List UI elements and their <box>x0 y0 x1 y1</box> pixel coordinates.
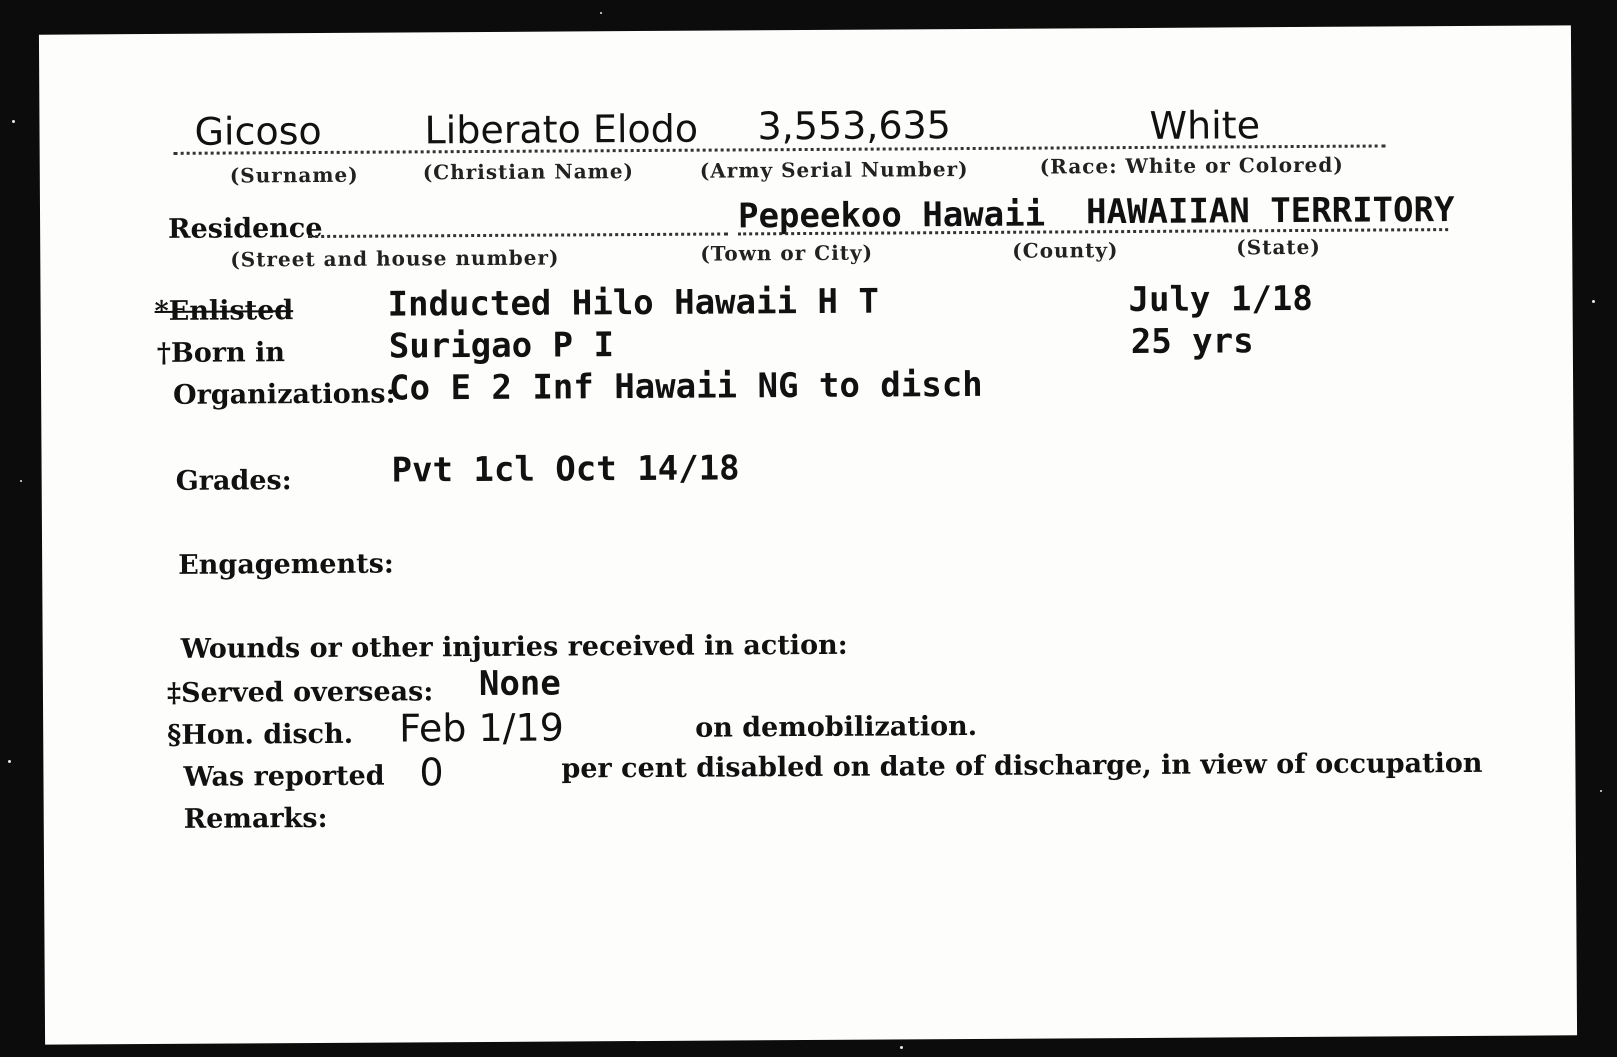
scan-speck <box>8 760 11 763</box>
demobilization-text: on demobilization. <box>695 710 978 744</box>
born-label: †Born in <box>156 337 286 369</box>
overseas-value: None <box>478 663 561 705</box>
residence-dotted-line <box>308 232 728 238</box>
organizations-value: Co E 2 Inf Hawaii NG to disch <box>388 364 983 409</box>
was-reported-label: Was reported <box>183 760 385 793</box>
scan-speck <box>20 480 22 482</box>
serial-number-value: 3,553,635 <box>757 103 952 149</box>
residence-label: Residence <box>168 212 323 245</box>
scan-speck <box>900 1046 903 1049</box>
grades-value: Pvt 1cl Oct 14/18 <box>391 448 740 491</box>
residence-town-value: Pepeekoo Hawaii <box>737 194 1046 237</box>
serial-number-caption: (Army Serial Number) <box>699 157 969 183</box>
street-caption: (Street and house number) <box>230 245 560 272</box>
wounds-label: Wounds or other injuries received in action: <box>180 629 848 665</box>
organizations-label: Organizations: <box>173 378 396 411</box>
christian-name-value: Liberato Elodo <box>424 106 699 153</box>
surname-value: Gicoso <box>194 108 322 154</box>
grades-label: Grades: <box>175 465 292 497</box>
residence-state-value: HAWAIIAN TERRITORY <box>1085 190 1455 233</box>
town-caption: (Town or City) <box>700 240 874 266</box>
hon-disch-label: §Hon. disch. <box>167 718 354 751</box>
age-value: 25 yrs <box>1130 321 1254 363</box>
remarks-label: Remarks: <box>183 802 328 835</box>
race-caption: (Race: White or Colored) <box>1039 152 1344 179</box>
percent-disabled-value: 0 <box>419 750 444 795</box>
state-caption: (State) <box>1236 234 1321 260</box>
engagements-label: Engagements: <box>178 548 394 581</box>
service-record-card <box>39 25 1577 1044</box>
scan-speck <box>1592 300 1595 303</box>
surname-caption: (Surname) <box>229 162 359 188</box>
enlisted-label: *Enlisted <box>154 295 294 327</box>
scan-speck <box>12 120 15 123</box>
induction-date-value: July 1/18 <box>1128 278 1313 321</box>
race-value: White <box>1149 103 1261 148</box>
inducted-value: Inducted Hilo Hawaii H T <box>387 281 879 325</box>
christian-name-caption: (Christian Name) <box>422 159 635 185</box>
disabled-text: per cent disabled on date of discharge, in view of occupation <box>561 747 1483 785</box>
scan-speck <box>600 12 602 14</box>
born-place-value: Surigao P I <box>388 325 615 367</box>
disch-date-value: Feb 1/19 <box>399 705 565 751</box>
overseas-label: ‡Served overseas: <box>166 676 434 709</box>
county-caption: (County) <box>1012 238 1119 263</box>
scan-speck <box>1600 790 1602 792</box>
